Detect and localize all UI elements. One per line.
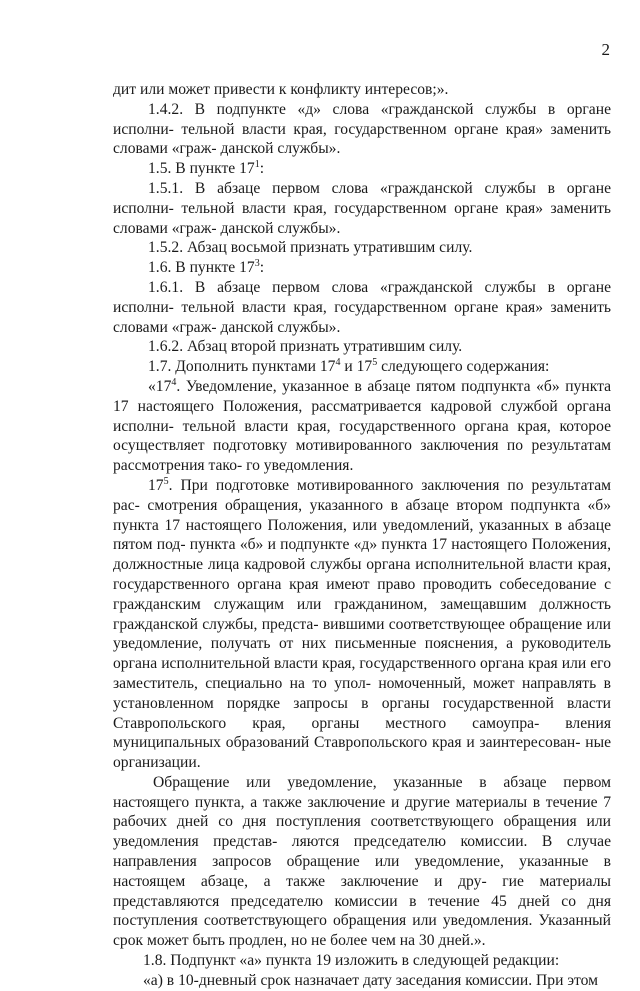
superscript: 1	[254, 159, 260, 170]
paragraph-1-8: 1.8. Подпункт «а» пункта 19 изложить в следующей редакции:	[143, 952, 560, 970]
paragraph-1-5-2: 1.5.2. Абзац восьмой признать утратившим силу.	[148, 239, 473, 257]
paragraph-17-5-body: . При подготовке мотивированного заключения по результатам рас- смотрения обращения, указанного в абзаце втором подпункта «б» пункта 17 настоящего Положения, или уведомлений, указанных в абзаце пятом под- пункта «б» и подпункте «д» пункта 17 настоящего Положения, должностные лица кадровой службы органа исполнительной власти края, государственного органа края имеют право проводить собеседование с гражданским служащим или гражданином, замещавшим должность гражданской службы, предста- вившими соответствующее обращение или уведомление, получать от них письменные пояснения, а руководитель органа исполнительной власти края, государственного органа края или его заместитель, специально на то упол- номоченный, может направлять в установленном порядке запросы в органы государственной власти Ставропольского края, органы местного самоупра- вления муниципальных образований Ставропольского края и заинтересован- ные организации.	[113, 476, 611, 772]
paragraph-1-7-text: 1.7. Дополнить пунктами 17	[148, 358, 336, 376]
superscript: 4	[335, 356, 341, 368]
page-number: 2	[601, 40, 610, 59]
paragraph-1-7-tail: следующего содержания:	[377, 358, 550, 376]
paragraph-a: «а) в 10-дневный срок назначает дату заседания комиссии. При этом	[143, 971, 599, 989]
paragraph-1-6-tail: :	[259, 259, 265, 277]
document-body	[113, 80, 611, 991]
paragraph-17-5-head: 17	[148, 476, 164, 494]
paragraph-1-6-1: 1.6.1. В абзаце первом слова «гражданской службы в органе исполни- тельной власти края, государственном органе края» заменить словами «граж- данской службы».	[113, 278, 611, 336]
superscript: 3	[254, 257, 260, 269]
paragraph-1-7	[113, 357, 611, 377]
paragraph-1-7-mid: и 17	[340, 358, 373, 376]
paragraph-continuation: дит или может привести к конфликту интересов;».	[113, 81, 449, 98]
paragraph-1-5	[113, 159, 611, 179]
paragraph-17-4-body: . Уведомление, указанное в абзаце пятом подпункта «б» пункта 17 настоящего Положения, рассматривается кадровой службой органа исполни- тельной власти края, государственного органа края, которое осуществляет подготовку мотивированного заключения по результатам рассмотрения тако- го уведомления.	[113, 377, 611, 475]
paragraph-1-6-text: 1.6. В пункте 17	[148, 259, 255, 277]
paragraph-17-4	[113, 377, 611, 476]
superscript: 5	[372, 356, 378, 368]
paragraph-1-5-1: 1.5.1. В абзаце первом слова «гражданской службы в органе исполни- тельной власти края, государственном органе края» заменить словами «граж- данской службы».	[113, 179, 611, 237]
paragraph-1-4-2: 1.4.2. В подпункте «д» слова «гражданской службы в органе исполни- тельной власти края, государственном органе края» заменить словами «граж- данской службы».	[113, 100, 611, 158]
paragraph-appeal: Обращение или уведомление, указанные в абзаце первом настоящего пункта, а также заключение и другие материалы в течение 7 рабочих дней со дня поступления соответствующего обращения или уведомления представ- ляются председателю комиссии. В случае направления запросов обращение или уведомление, указанные в настоящем абзаце, а также заключение и дру- гие материалы представляются председателю комиссии в течение 45 дней со дня поступления соответствующего обращения или уведомления. Указанный срок может быть продлен, но не более чем на 30 дней.».	[113, 773, 611, 950]
paragraph-1-6-2: 1.6.2. Абзац второй признать утратившим силу.	[148, 338, 463, 356]
paragraph-17-4-head: «17	[148, 377, 172, 395]
superscript: 4	[171, 376, 177, 388]
superscript: 5	[163, 475, 169, 487]
paragraph-1-6	[113, 258, 611, 278]
paragraph-17-5	[113, 476, 611, 773]
paragraph-1-5-tail: :	[259, 160, 265, 178]
paragraph-1-5-text: 1.5. В пункте 17	[148, 160, 255, 178]
